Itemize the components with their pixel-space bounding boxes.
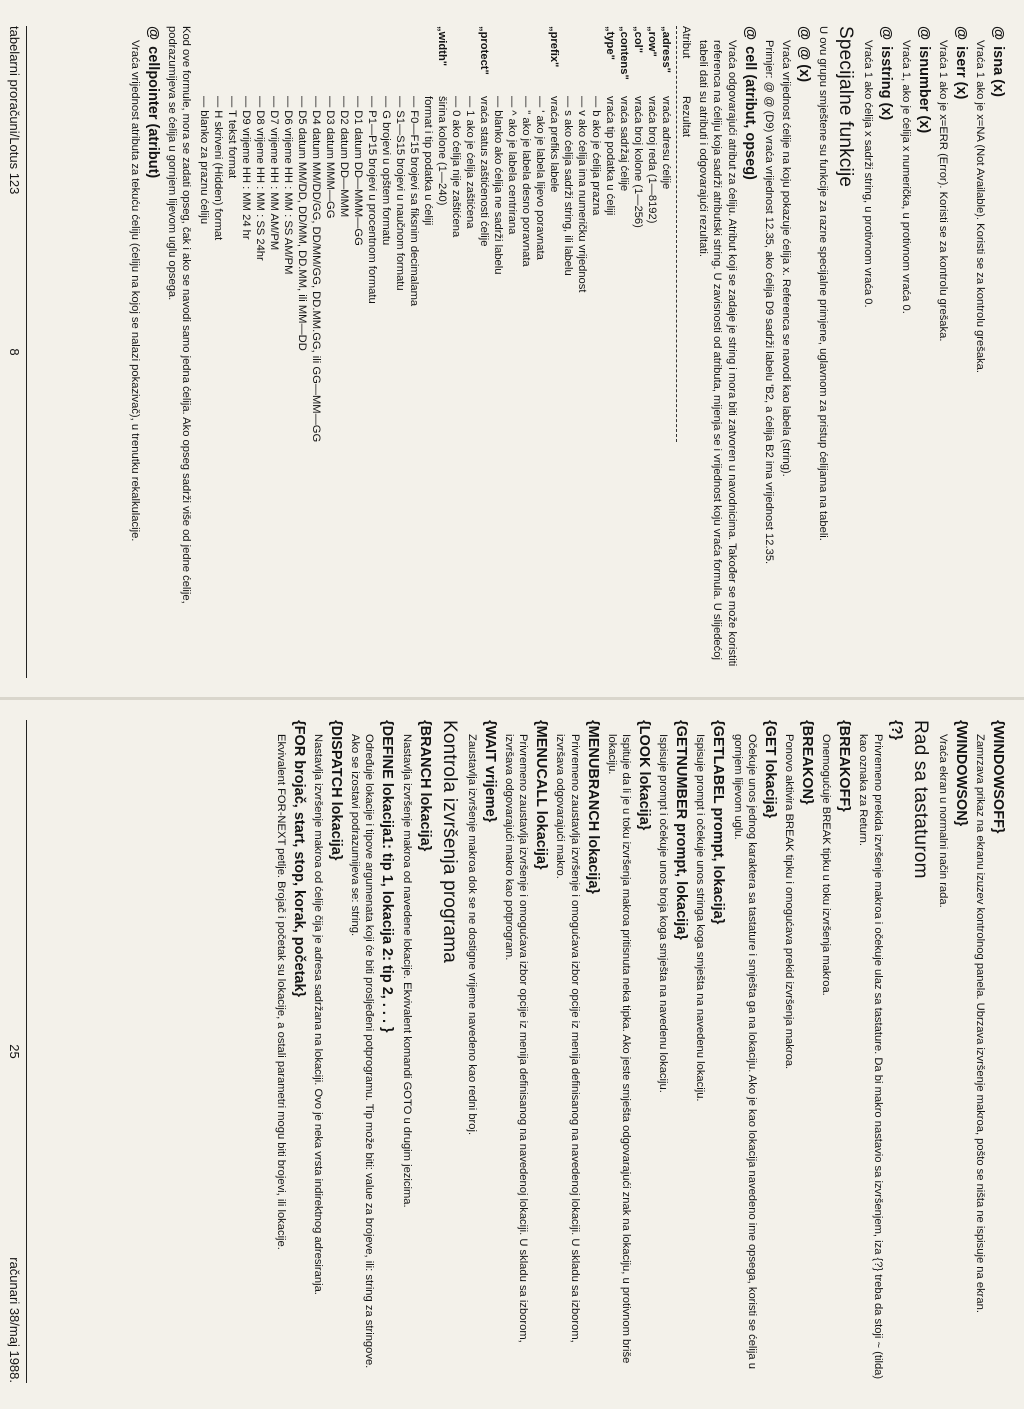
attribute-key: „type": [603, 26, 616, 60]
table-row: [491, 26, 505, 442]
table-row: [337, 26, 351, 442]
function-description: Vraća 1 ako je x=NA (Not Available). Koristi se za kontrolu grešaka.: [974, 40, 986, 373]
table-row: [407, 26, 421, 442]
attribute-result: — D3 datum MMM—GG: [323, 96, 336, 219]
dispatch-heading: {DISPATCH lokacija}: [327, 720, 344, 861]
table-row: [505, 26, 519, 442]
attribute-key: „width": [435, 26, 448, 67]
attribute-result: — F0—F15 brojevi sa fiksnim decimalama: [407, 96, 420, 307]
attribute-key: [351, 26, 365, 96]
attribute-result: — D9 vrijeme HH : MM 24 hr: [239, 96, 252, 240]
at-function-heading: @@ (x): [795, 26, 812, 83]
branch-heading: {BRANCH lokacija}: [416, 720, 433, 852]
section-intro: U ovu grupu smještene su funkcije za razne specijalne primjene, uglavnom za pristup ćelijama na tabeli.: [817, 26, 830, 541]
at-function-text: Vraća vrijednost ćelije na koju pokazuje ćelija x. Referenca se navodi kao labela (string).: [779, 40, 792, 477]
question-heading: {?}: [887, 720, 904, 741]
attribute-key: [589, 26, 603, 96]
section-title-special-functions: Specijalne funkcije: [835, 26, 857, 188]
breakoff-heading: {BREAKOFF}: [836, 720, 853, 812]
windowsoff-text: Zamrzava prikaz na ekranu izuzev kontrolnog panela. Ubrzava izvršenje makroa, pošto se ništa ne ispisuje na ekran.: [974, 734, 986, 1313]
get-text: Očekuje unos jednog karaktera sa tastature i smješta ga na lokaciju. Ako je kao lokacija navedeno ime opsega, koristi se ćelija u gornjem lijevom uglu.: [731, 734, 758, 1369]
attribute-key: [393, 26, 407, 96]
attribute-key: „row": [645, 26, 658, 57]
footer-publication: tabelarni proračuni/Lotus 123: [7, 26, 22, 195]
table-row: [309, 26, 323, 442]
table-row: [477, 26, 491, 442]
attribute-key: [309, 26, 323, 96]
define-heading: {DEFINE lokacija1: tip 1, lokacija 2: tip 2, . . . }: [379, 720, 396, 1033]
table-row: [351, 26, 365, 442]
attribute-result: — 1 ako je ćelija zaštićena: [463, 96, 476, 229]
table-row: [267, 26, 281, 442]
attribute-result: vraća tip podatka u ćeliji: [603, 96, 616, 216]
attribute-key: [421, 26, 435, 96]
cell-function-text: Vraća odgovarajući atribut za ćeliju. Atribut koji se zadaje je string i mora biti zatvoren u navodnicima. Također se može koristiti referenca na ćeliju koja sadrži atributski string. U zavisnosti od atributa, mijenja se i vrijednost koju vraća formula. U slijedećoj tabeli dati su atributi i odgovarajući rezultati.: [697, 40, 738, 667]
table-row: [519, 26, 533, 442]
attribute-key: [197, 26, 211, 96]
table-row: [561, 26, 575, 442]
getlabel-heading: {GETLABEL prompt, lokacija}: [710, 720, 727, 925]
attribute-result: — T tekst format: [225, 96, 238, 179]
look-heading: {LOOK lokacija}: [635, 720, 652, 831]
attribute-key: „adress": [659, 26, 672, 73]
attribute-key: [211, 26, 225, 96]
attribute-result: — D2 datum DD—MMM: [337, 96, 350, 218]
table-row: [239, 26, 253, 442]
attribute-key: [449, 26, 463, 96]
attribute-key: [519, 26, 533, 96]
get-heading: {GET lokacija}: [761, 720, 778, 819]
attribute-key: „protect": [477, 26, 490, 75]
attribute-key: „prefix": [547, 26, 560, 68]
attribute-key: [491, 26, 505, 96]
attribute-key: [365, 26, 379, 96]
for-text: Ekvivalent FOR-NEXT petlje. Brojač i početak su lokacije, a ostali parametri mogu biti brojevi, ili lokacije.: [274, 734, 287, 1250]
table-row: [253, 26, 267, 442]
attribute-result: — D4 datum MM/DD/GG, DD/MM/GG, DD.MM.GG, ili GG—MM—GG: [309, 96, 322, 443]
table-row: [435, 26, 449, 442]
for-heading: {FOR brojač, start, stop, korak, početak}: [290, 720, 307, 998]
attribute-result: — blanko za praznu ćeliju: [197, 96, 210, 225]
windowsoff-heading: {WINDOWSOFF}: [990, 720, 1006, 834]
getnumber-text: Ispisuje prompt i očekuje unos broja koga smješta na navedenu lokaciju.: [657, 734, 670, 1093]
table-row: [393, 26, 407, 442]
attribute-rows: [197, 26, 673, 442]
attribute-result: širina kolone (1—240): [435, 96, 448, 206]
attribute-key: [463, 26, 477, 96]
cellpointer-function-text: Vraća vrijednost atributa za tekuću ćeliju (ćeliju na kojoj se nalazi pokazivač), u trenutku rekalkulacije.: [128, 40, 141, 542]
attribute-key: „contens": [617, 26, 630, 80]
at-icon: @: [144, 26, 161, 41]
attribute-key: [267, 26, 281, 96]
attribute-result: — b ako je ćelija prazna: [589, 96, 602, 216]
table-row: [617, 26, 631, 442]
function-heading: @isnumber (x): [915, 26, 932, 134]
getnumber-heading: {GETNUMBER prompt, lokacija}: [673, 720, 690, 940]
section-title-keyboard: Rad sa tastaturom: [909, 720, 931, 879]
table-row: [589, 26, 603, 442]
column-header-result: Rezultat: [679, 96, 692, 138]
at-icon: @: [741, 26, 758, 41]
attribute-result: vraća sadržaj ćelije: [617, 96, 630, 192]
function-heading: @isstring (x): [878, 26, 895, 121]
column-header-attribute: Atribut: [679, 26, 692, 59]
page-number: 25: [7, 1044, 22, 1059]
breakon-heading: {BREAKON}: [798, 720, 815, 805]
table-row: [645, 26, 659, 442]
cell-function-note: Kod ove formule, mora se zadati opseg, čak i ako se navodi samo jedna ćelija. Ako opseg sadrži više od jedne ćelije, podrazumijeva se ćelija u gornjem lijevom uglu opsega.: [165, 26, 192, 604]
table-row: [211, 26, 225, 442]
attribute-key: [281, 26, 295, 96]
attribute-result: — s ako ćelija sadrži string, ili labelu: [561, 96, 574, 276]
at-icon: @: [990, 26, 1006, 41]
menubranch-text: Privremeno zaustavlja izvršenje i omogućava izbor opcije iz menija definisanog na navedenoj lokaciji. U skladu sa izborom, izvršava odgovarajući makro.: [554, 734, 581, 1343]
question-text: Privremeno prekida izvršenje makroa i očekuje ulaz sa tastature. Da bi makro nastavio sa izvršenjem, iza {?} treba da stoji ~ (tilda) kao oznaka za Return.: [857, 734, 884, 1380]
attribute-key: [379, 26, 393, 96]
at-icon: @: [915, 26, 932, 41]
menucall-heading: {MENUCALL lokacija}: [533, 720, 550, 870]
windowson-text: Vraća ekran u normalni način rada.: [936, 734, 949, 908]
function-description: Vraća 1, ako je ćelija x numerička, u protivnom vraća 0.: [899, 40, 912, 314]
attribute-result: vraća adresu ćelije: [659, 96, 672, 190]
attribute-result: — S1—S15 brojevi u naučnom formatu: [393, 96, 406, 291]
attribute-result: — D8 vrijeme HH : MM : SS 24hr: [253, 96, 266, 261]
table-row: [225, 26, 239, 442]
attribute-result: — D1 datum DD—MMM—GG: [351, 96, 364, 246]
attribute-result: — H skriveni (Hidden) format: [211, 96, 224, 241]
table-row: [379, 26, 393, 442]
table-row: [533, 26, 547, 442]
wait-heading: {WAIT vrijeme}: [481, 720, 498, 823]
function-heading: @isna (x): [990, 26, 1006, 97]
look-text: Ispituje da li je u toku izvršenja makroa pritisnuta neka tipka. Ako jeste smješta odgovarajući znak na lokaciju, u protivnom briše lokaciju.: [605, 734, 632, 1364]
table-row: [197, 26, 211, 442]
attribute-result: — ^ ako je labela centrirana: [505, 96, 518, 235]
attribute-key: [407, 26, 421, 96]
breakon-text: Ponovo aktivira BREAK tipku i omogućava prekid izvršenja makroa.: [782, 734, 795, 1070]
table-row: [603, 26, 617, 442]
menucall-text: Privremeno zaustavlja izvršenje i omogućava izbor opcije iz menija definisanog na navedenoj lokaciji. U skladu sa izborom, izvršava odgovarajući makro kao potprogram.: [502, 734, 530, 1343]
attribute-result: — D6 vrijeme HH : MM : SS AM/PM: [281, 96, 294, 275]
attribute-key: „col": [631, 26, 644, 54]
attribute-result: vraća broj kolone (1—256): [631, 96, 644, 228]
attribute-key: [561, 26, 575, 96]
wait-text: Zaustavlja izvršenje makroa dok se ne dostigne vrijeme navedeno kao redni broj.: [465, 734, 478, 1136]
getlabel-text: Ispisuje prompt i očekuje unos stringa koga smješta na navedenu lokaciju.: [694, 734, 707, 1102]
attribute-result: — D7 vrijeme HH : MM AM/PM: [267, 96, 280, 251]
at-icon: @: [952, 26, 969, 41]
table-row: [575, 26, 589, 442]
cellpointer-function-heading: @cellpointer (atribut): [144, 26, 161, 179]
attribute-result: — blanko ako ćelija ne sadrži labelu: [491, 96, 504, 275]
function-description: Vraća 1 ako ćelija x sadrži string, u protivnom vraća 0.: [862, 40, 875, 308]
attribute-key: [239, 26, 253, 96]
table-row: [547, 26, 561, 442]
attribute-result: format i tip podatka u ćeliji: [421, 96, 434, 226]
attribute-key: [575, 26, 589, 96]
section-title-program-control: Kontrola izvršenja programa: [438, 720, 460, 964]
attribute-key: [295, 26, 309, 96]
left-page-footer: [0, 26, 27, 678]
function-description: Vraća 1 ako je x=ERR (Error). Koristi se za kontrolu grešaka.: [936, 40, 949, 342]
at-function-example: Primjer: @ @ (D9) vraća vrijednost 12.35, ako ćelija D9 sadrži labelu 'B2, a ćelija B2 ima vrijednost 12.35.: [762, 40, 775, 565]
attribute-result: — v ako ćelija ima numeričku vrijednost: [575, 96, 588, 293]
attribute-result: vraća prefiks labele: [547, 96, 560, 193]
right-page: [0, 700, 1024, 1409]
attribute-key: [533, 26, 547, 96]
footer-magazine-issue: računari 38/maj 1988.: [7, 1257, 22, 1383]
attribute-key: [323, 26, 337, 96]
attribute-table: [197, 26, 693, 442]
attribute-result: — P1—P15 brojevi u procentnom formatu: [365, 96, 378, 304]
table-row: [449, 26, 463, 442]
define-text: Određuje lokacije i tipove argumenata koji će biti prosljeđeni potprogramu. Tip može biti: value za brojeve, ili: string za stringove. Ako se izostavi podrazumijeva se: string.: [349, 734, 376, 1369]
table-row: [281, 26, 295, 442]
function-heading: @iserr (x): [952, 26, 969, 100]
table-row: [659, 26, 673, 442]
attribute-result: — G brojevi u opštem formatu: [379, 96, 392, 246]
page-number: 8: [7, 348, 22, 356]
attribute-result: — " ako je labela desno poravnata: [519, 96, 532, 267]
attribute-key: [337, 26, 351, 96]
attribute-result: — ' ako je labela lijevo poravnata: [533, 96, 546, 260]
at-icon: @: [878, 26, 895, 41]
cell-function-heading: @cell (atribut, opseg): [741, 26, 758, 180]
table-header-row: [679, 26, 693, 442]
table-row: [323, 26, 337, 442]
windowson-heading: {WINDOWSON}: [952, 720, 969, 827]
dispatch-text: Nastavlja izvršenje makroa od ćelije čija je adresa sadržana na lokaciji. Ovo je neka vrsta indirektnog adresiranja.: [311, 734, 324, 1295]
table-row: [295, 26, 309, 442]
attribute-result: vraća status zaštićenosti ćelije: [477, 96, 490, 247]
table-row: [365, 26, 379, 442]
table-row: [421, 26, 435, 442]
dashed-divider: [676, 26, 677, 442]
menubranch-heading: {MENUBRANCH lokacija}: [584, 720, 601, 895]
table-row: [631, 26, 645, 442]
left-page: [0, 0, 1024, 700]
breakoff-text: Onemogućuje BREAK tipku u toku izvršenja makroa.: [820, 734, 833, 996]
attribute-result: — D5 datum MM/DD, DD/MM, DD.MM, ili MM—DD: [295, 96, 308, 351]
table-row: [463, 26, 477, 442]
attribute-key: [505, 26, 519, 96]
attribute-result: vraća broj reda (1—8192): [645, 96, 658, 224]
function-list: [861, 26, 1007, 678]
attribute-key: [225, 26, 239, 96]
attribute-result: — 0 ako ćelija nije zaštićena: [449, 96, 462, 238]
at-icon: @: [795, 26, 812, 41]
right-page-footer: [0, 720, 27, 1383]
branch-text: Nastavlja izvršenje makroa od navedene lokacije. Ekvivalent komandi GOTO u drugim jezicima.: [400, 734, 413, 1208]
attribute-key: [253, 26, 267, 96]
